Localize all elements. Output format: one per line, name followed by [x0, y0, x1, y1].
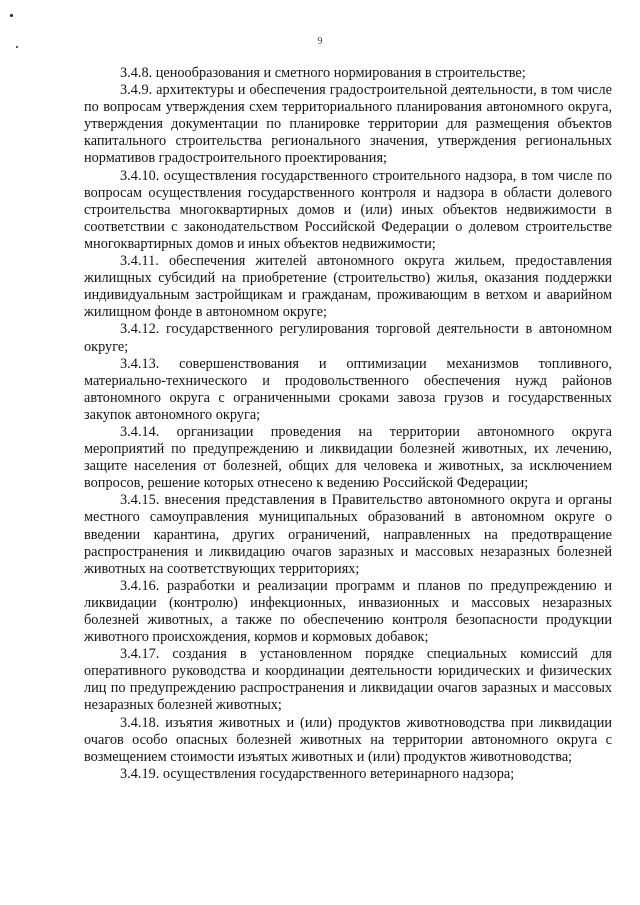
paragraph-3-4-16: 3.4.16. разработки и реализации программ и планов по предупреждению и ликвидации (контролю) инфекционных, инвазионных и массовых незаразных болезней животных, а также по обеспечению контроля безопасности продукции животного происхождения, кормов и кормовых добавок;	[84, 577, 612, 646]
paragraph-3-4-11: 3.4.11. обеспечения жителей автономного округа жильем, предоставления жилищных субсидий на приобретение (строительство) жилья, оказания поддержки индивидуальным застройщикам и гражданам, проживающим в ветхом и аварийном жилищном фонде в автономном округе;	[84, 253, 612, 321]
page-number: 9	[317, 36, 323, 47]
paragraph-3-4-8: 3.4.8. ценообразования и сметного нормирования в строительстве;	[120, 65, 526, 81]
paragraph-3-4-18: 3.4.18. изъятия животных и (или) продуктов животноводства при ликвидации очагов особо опасных болезней животных на территории автономного округа с возмещением стоимости изъятых животных и (или) продуктов животноводства;	[84, 714, 612, 765]
scan-speck-top	[10, 14, 13, 17]
document-body	[84, 65, 612, 783]
paragraph-3-4-13: 3.4.13. совершенствования и оптимизации механизмов топливного, материально-технического и продовольственного обеспечения нужд районов автономного округа с ограниченными сроками завоза грузов и государственных закупок автономного округа;	[84, 355, 612, 423]
paragraph-3-4-10: 3.4.10. осуществления государственного строительного надзора, в том числе по вопросам осуществления государственного контроля и надзора в области долевого строительства многоквартирных домов и (или) иных объектов недвижимости в соответствии с законодательством Российской Федерации о долевом строительстве многоквартирных домов и иных объектов недвижимости;	[84, 167, 612, 252]
paragraph-3-4-19: 3.4.19. осуществления государственного ветеринарного надзора;	[120, 765, 515, 782]
paragraph-3-4-9: 3.4.9. архитектуры и обеспечения градостроительной деятельности, в том числе по вопросам утверждения схем территориального планирования автономного округа, утверждения документации по планировке территории для размещения объектов капитального строительства регионального значения, утверждения региональных нормативов градостроительного проектирования;	[84, 82, 612, 167]
paragraph-3-4-12: 3.4.12. государственного регулирования торговой деятельности в автономном округе;	[84, 321, 612, 355]
paragraph-3-4-15: 3.4.15. внесения представления в Правительство автономного округа и органы местного самоуправления муниципальных образований в автономном округе о введении карантина, других ограничений, направленных на предотвращение распространения и ликвидацию очагов заразных и массовых незаразных болезней животных на соответствующих территориях;	[84, 492, 612, 577]
paragraph-3-4-17: 3.4.17. создания в установленном порядке специальных комиссий для оперативного руководства и координации деятельности юридических и физических лиц по предупреждению распространения и ликвидации очагов заразных и массовых незаразных болезней животных;	[84, 646, 612, 714]
paragraph-3-4-14: 3.4.14. организации проведения на территории автономного округа мероприятий по предупреждению и ликвидации болезней животных, их лечению, защите населения от болезней, общих для человека и животных, за исключением вопросов, решение которых отнесено к ведению Российской Федерации;	[84, 423, 612, 492]
